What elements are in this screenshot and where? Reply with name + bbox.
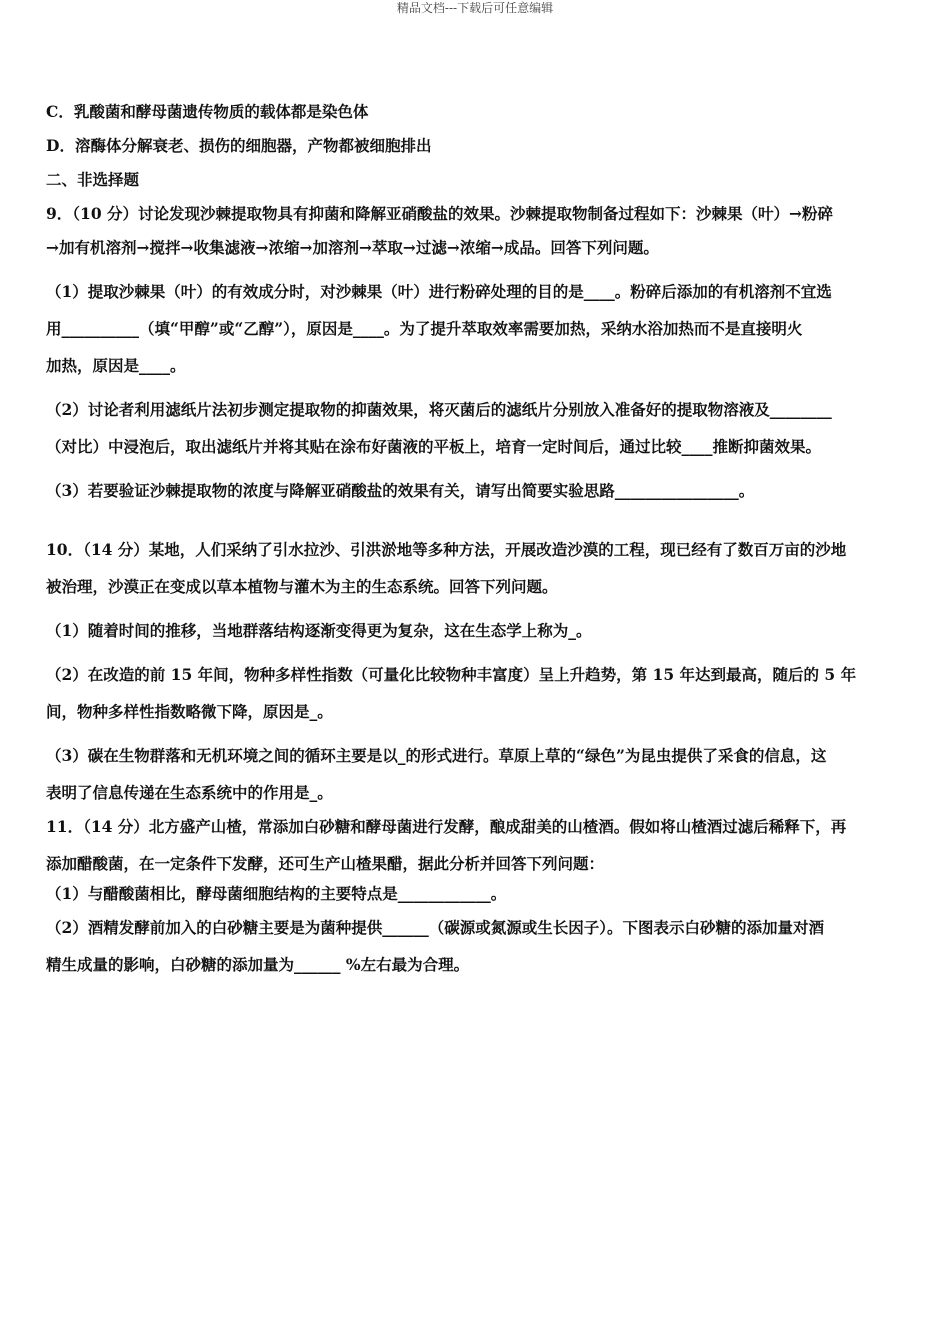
question-9-stem-line-2: →加有机溶剂→搅拌→收集滤液→浓缩→加溶剂→萃取→过滤→浓缩→成品。回答下列问题。 — [46, 238, 659, 257]
option-d: D．溶酶体分解衰老、损伤的细胞器，产物都被细胞排出 — [46, 136, 432, 155]
question-9-part-2-line-2: （对比）中浸泡后，取出滤纸片并将其贴在涂布好菌液的平板上，培育一定时间后，通过比较____推断抑菌效果。 — [46, 437, 822, 456]
question-10-part-1-line-1: （1）随着时间的推移，当地群落结构逐渐变得更为复杂，这在生态学上称为_。 — [46, 621, 592, 640]
question-10-stem-line-1: 10．（14 分）某地，人们采纳了引水拉沙、引洪淤地等多种方法，开展改造沙漠的工程，现已经有了数百万亩的沙地 — [46, 540, 847, 559]
question-11-part-2-line-2: 精生成量的影响，白砂糖的添加量为______ %左右最为合理。 — [46, 955, 470, 974]
question-9-part-1-line-2: 用__________（填“甲醇”或“乙醇”），原因是____。为了提升萃取效率需要加热，采纳水浴加热而不是直接明火 — [46, 319, 803, 338]
question-11-part-2-line-1: （2）酒精发酵前加入的白砂糖主要是为菌种提供______（碳源或氮源或生长因子）。下图表示白砂糖的添加量对酒 — [46, 918, 825, 937]
question-10-part-2-line-2: 间，物种多样性指数略微下降，原因是_。 — [46, 702, 333, 721]
question-9-part-1-line-3: 加热，原因是____。 — [46, 356, 186, 375]
page-header-watermark: 精品文档---下载后可任意编辑 — [396, 1, 554, 15]
question-11-stem-line-1: 11．（14 分）北方盛产山楂，常添加白砂糖和酵母菌进行发酵，酿成甜美的山楂酒。假如将山楂酒过滤后稀释下，再 — [46, 817, 847, 836]
question-10-stem-line-2: 被治理，沙漠正在变成以草本植物与灌木为主的生态系统。回答下列问题。 — [46, 577, 558, 596]
question-9-part-3-line-1: （3）若要验证沙棘提取物的浓度与降解亚硝酸盐的效果有关，请写出简要实验思路________________。 — [46, 481, 755, 500]
question-9-stem-line-1: 9．（10 分）讨论发现沙棘提取物具有抑菌和降解亚硝酸盐的效果。沙棘提取物制备过程如下：沙棘果（叶）→粉碎 — [46, 204, 833, 223]
question-11-stem-line-2: 添加醋酸菌，在一定条件下发酵，还可生产山楂果醋，据此分析并回答下列问题： — [46, 854, 605, 873]
question-11-part-1-line-1: （1）与醋酸菌相比，酵母菌细胞结构的主要特点是____________。 — [46, 884, 507, 903]
section-heading-non-choice: 二、非选择题 — [46, 170, 140, 189]
question-10-part-2-line-1: （2）在改造的前 15 年间，物种多样性指数（可量化比较物种丰富度）呈上升趋势，第 15 年达到最高，随后的 5 年 — [46, 665, 857, 684]
question-10-part-3-line-1: （3）碳在生物群落和无机环境之间的循环主要是以_的形式进行。草原上草的“绿色”为昆虫提供了采食的信息，这 — [46, 746, 827, 765]
option-c: C．乳酸菌和酵母菌遗传物质的载体都是染色体 — [46, 102, 369, 121]
question-9-part-1-line-1: （1）提取沙棘果（叶）的有效成分时，对沙棘果（叶）进行粉碎处理的目的是____。粉碎后添加的有机溶剂不宜选 — [46, 282, 832, 301]
question-10-part-3-line-2: 表明了信息传递在生态系统中的作用是_。 — [46, 783, 333, 802]
document-body — [46, 100, 906, 977]
question-9-part-2-line-1: （2）讨论者利用滤纸片法初步测定提取物的抑菌效果，将灭菌后的滤纸片分别放入准备好的提取物溶液及________ — [46, 400, 832, 419]
